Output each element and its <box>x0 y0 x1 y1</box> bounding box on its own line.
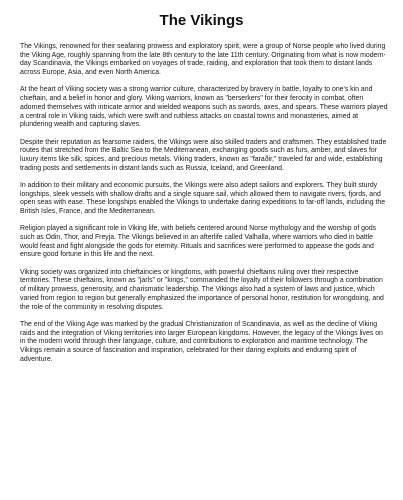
paragraph-sailors-explorers: In addition to their military and economic pursuits, the Vikings were also adept sailors and explorers. They built sturdy longships, sleek vessels with shallow drafts and a single square sail, which allowed them to navigate rivers, fjords, and open seas with ease. These longships enabled the Vikings to undertake daring expeditions to far-off lands, including the British Isles, France, and the Mediterranean. <box>20 181 386 216</box>
paragraph-society: Viking society was organized into chieftaincies or kingdoms, with powerful chieftains ruling over their respective territories. These chieftains, known as "jarls" or "kings," commanded the loyalty of their followers through a combination of military prowess, generosity, and charismatic leadership. The Vikings also had a system of laws and justice, which varied from region to region but generally emphasized the importance of personal honor, restitution for wrongdoing, and the role of the community in resolving disputes. <box>20 268 384 311</box>
paragraph-warrior-culture: At the heart of Viking society was a strong warrior culture, characterized by bravery in battle, loyalty to one's kin and chieftain, and a belief in honor and glory. Viking warriors, known as "berserkers" for their ferocity in combat, often adorned themselves with intricate armor and wielded weapons such as swords, axes, and spears. These warriors played a central role in Viking raids, which were swift and ruthless attacks on coastal towns and monasteries, aimed at plundering wealth and capturing slaves. <box>20 86 388 129</box>
paragraph-end-of-age: The end of the Viking Age was marked by the gradual Christianization of Scandinavia, as well as the decline of Viking raids and the integration of Viking territories into larger European kingdoms. However, the legacy of the Vikings lives on in the modern world through their language, culture, and contributions to exploration and maritime technology. The Vikings remain a source of fascination and inspiration, celebrated for their daring exploits and enduring spirit of adventure. <box>20 320 383 363</box>
document-title: The Vikings <box>159 12 244 29</box>
document-body <box>20 43 390 373</box>
paragraph-religion: Religion played a significant role in Viking life, with beliefs centered around Norse mythology and the worship of gods such as Odin, Thor, and Freyja. The Vikings believed in an afterlife called Valhalla, where warriors who died in battle would feast and fight alongside the gods for eternity. Rituals and sacrifices were performed to appease the gods and ensure good fortune in this life and the next. <box>20 225 377 259</box>
paragraph-traders: Despite their reputation as fearsome raiders, the Vikings were also skilled traders and craftsmen. They established trade routes that stretched from the Baltic Sea to the Mediterranean, exchanging goods such as furs, amber, and slaves for luxury items like silk, spices, and precious metals. Viking traders, known as "faraðir," traveled far and wide, establishing trading posts and settlements in distant lands such as Russia, Iceland, and Greenland. <box>20 138 387 172</box>
paragraph-introduction: The Vikings, renowned for their seafaring prowess and exploratory spirit, were a group of Norse people who lived during the Viking Age, roughly spanning from the late 8th century to the late 11th century. Originating from what is now modern-day Scandinavia, the Vikings embarked on voyages of trade, raiding, and exploration that took them to distant lands across Europe, Asia, and even North America. <box>20 43 386 77</box>
